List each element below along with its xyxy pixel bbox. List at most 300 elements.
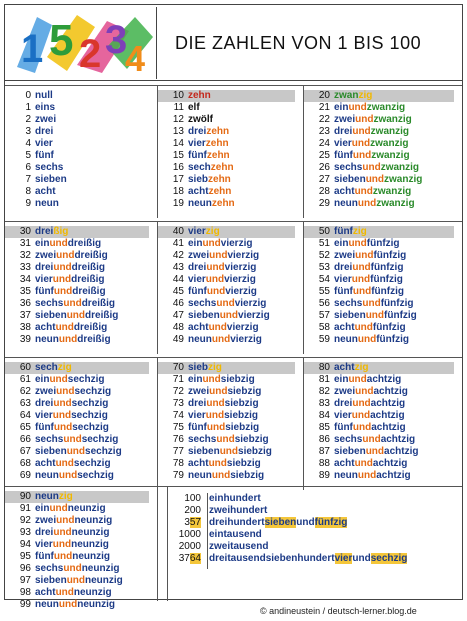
number-digit: 95 [19, 551, 31, 562]
number-digit: 65 [19, 422, 31, 433]
number-digit: 24 [318, 138, 330, 149]
number-digit: 72 [172, 386, 184, 397]
number-digit: 50 [318, 226, 330, 237]
logo-glyph-2: 5 [49, 16, 74, 65]
number-word: eins [35, 102, 56, 113]
number-word: dreiundvierzig [188, 262, 257, 273]
number-row-65 [5, 422, 157, 434]
number-row-39 [5, 334, 157, 346]
number-digit: 47 [172, 310, 184, 321]
number-digit: 82 [318, 386, 330, 397]
number-row-24 [304, 138, 462, 150]
number-word: fünfunddreißig [35, 286, 106, 297]
number-digit: 63 [19, 398, 31, 409]
number-digit: 97 [19, 575, 31, 586]
number-word: neununddreißig [35, 334, 111, 345]
number-row-40 [158, 226, 295, 238]
number-word: einundsechzig [35, 374, 105, 385]
number-row-96 [5, 563, 157, 575]
number-row-92 [5, 515, 157, 527]
number-digit: 46 [172, 298, 184, 309]
number-word: sechsundsechzig [35, 434, 119, 445]
number-row-41 [158, 238, 303, 250]
number-word: zwei [35, 114, 57, 125]
number-row-81 [304, 374, 462, 386]
number-row-68 [5, 458, 157, 470]
number-digit: 73 [172, 398, 184, 409]
number-word: vierundzwanzig [334, 138, 409, 149]
logo-glyph-1: 1 [21, 27, 44, 71]
number-digit: 71 [172, 374, 184, 385]
number-word: einundneunzig [35, 503, 106, 514]
number-digit: 9 [25, 198, 31, 209]
number-digit: 1000 [178, 529, 201, 540]
number-word: siebenundzwanzig [334, 174, 423, 185]
number-row-67 [5, 446, 157, 458]
large-number-row [173, 541, 459, 553]
number-row-32 [5, 250, 157, 262]
number-word: siebenundsiebzig [188, 446, 272, 457]
number-digit: 13 [172, 126, 184, 137]
number-digit: 99 [19, 599, 31, 610]
number-word: achtundfünfzig [334, 322, 406, 333]
number-digit: 53 [318, 262, 330, 273]
number-row-53 [304, 262, 462, 274]
number-word: einundzwanzig [334, 102, 406, 113]
number-row-80 [304, 362, 454, 374]
number-row-27 [304, 174, 462, 186]
number-row-55 [304, 286, 462, 298]
number-row-75 [158, 422, 303, 434]
number-word: sechsundvierzig [188, 298, 267, 309]
number-word: vierundfünfzig [334, 274, 403, 285]
number-word: siebenunddreißig [35, 310, 119, 321]
number-word: sechs [35, 162, 64, 173]
number-row-46 [158, 298, 303, 310]
number-row-93 [5, 527, 157, 539]
tens-block [5, 358, 158, 490]
number-word: neunzehn [188, 198, 235, 209]
number-row-44 [158, 274, 303, 286]
number-word: neunundfünfzig [334, 334, 409, 345]
number-row-45 [158, 286, 303, 298]
number-digit: 88 [318, 458, 330, 469]
number-word: zweiundachtzig [334, 386, 408, 397]
number-row-78 [158, 458, 303, 470]
number-word: fünfundachtzig [334, 422, 406, 433]
number-word: eintausend [209, 529, 262, 540]
number-digit: 61 [19, 374, 31, 385]
number-digit: 2000 [178, 541, 201, 552]
number-word: siebenundfünfzig [334, 310, 417, 321]
number-word: fünf [35, 150, 54, 161]
number-digit: 68 [19, 458, 31, 469]
number-row-28 [304, 186, 462, 198]
number-digit: 41 [172, 238, 184, 249]
number-word: fünfundfünfzig [334, 286, 404, 297]
number-word: vierundneunzig [35, 539, 109, 550]
number-word: acht [35, 186, 56, 197]
number-digit: 90 [19, 491, 31, 502]
number-digit: 19 [172, 198, 184, 209]
number-row-88 [304, 458, 462, 470]
number-digit: 14 [172, 138, 184, 149]
large-number-row [173, 493, 459, 505]
number-row-62 [5, 386, 157, 398]
number-digit: 1 [25, 102, 31, 113]
block-row [5, 85, 462, 218]
number-row-47 [158, 310, 303, 322]
number-word: sechsundachtzig [334, 434, 416, 445]
number-digit: 59 [318, 334, 330, 345]
number-row-20 [304, 90, 454, 102]
number-digit: 26 [318, 162, 330, 173]
number-word: siebenundsechzig [35, 446, 122, 457]
number-row-15 [158, 150, 303, 162]
number-digit: 21 [318, 102, 330, 113]
number-row-17 [158, 174, 303, 186]
number-word: einunddreißig [35, 238, 102, 249]
number-row-35 [5, 286, 157, 298]
number-row-26 [304, 162, 462, 174]
number-word: fünfzig [334, 226, 367, 237]
number-row-21 [304, 102, 462, 114]
number-row-19 [158, 198, 303, 210]
number-digit: 54 [318, 274, 330, 285]
divider [167, 487, 168, 601]
number-row-10 [158, 90, 295, 102]
number-row-85 [304, 422, 462, 434]
number-word: elf [188, 102, 200, 113]
number-digit: 69 [19, 470, 31, 481]
number-row-38 [5, 322, 157, 334]
number-word: zweitausend [209, 541, 269, 552]
number-word: dreitausendsiebenhundertvierundsechzig [209, 553, 408, 564]
number-digit: 200 [184, 505, 201, 516]
number-row-83 [304, 398, 462, 410]
tens-block [304, 222, 462, 354]
number-word: zweiundneunzig [35, 515, 113, 526]
number-digit: 60 [19, 362, 31, 373]
bottom-row [5, 486, 462, 610]
number-digit: 42 [172, 250, 184, 261]
number-word: sechsundzwanzig [334, 162, 420, 173]
number-digit: 34 [19, 274, 31, 285]
number-row-8 [5, 186, 157, 198]
number-digit: 79 [172, 470, 184, 481]
number-row-57 [304, 310, 462, 322]
number-row-56 [304, 298, 462, 310]
number-digit: 25 [318, 150, 330, 161]
tens-block [304, 86, 462, 218]
number-digit: 49 [172, 334, 184, 345]
number-digit: 7 [25, 174, 31, 185]
tens-block [304, 358, 462, 490]
number-row-23 [304, 126, 462, 138]
number-word: neunundachtzig [334, 470, 411, 481]
number-word: fünfundneunzig [35, 551, 110, 562]
number-word: dreiundsiebzig [188, 398, 259, 409]
number-row-43 [158, 262, 303, 274]
header [5, 5, 462, 81]
number-row-30 [5, 226, 149, 238]
number-row-48 [158, 322, 303, 334]
number-word: vierunddreißig [35, 274, 105, 285]
number-word: zweiundzwanzig [334, 114, 412, 125]
number-row-50 [304, 226, 454, 238]
number-row-79 [158, 470, 303, 482]
number-digit: 8 [25, 186, 31, 197]
number-digit: 43 [172, 262, 184, 273]
number-word: fünfundsechzig [35, 422, 109, 433]
number-digit: 81 [318, 374, 330, 385]
number-word: zweiunddreißig [35, 250, 108, 261]
numbers-logo-art [7, 7, 155, 77]
number-word: siebzig [188, 362, 222, 373]
number-row-13 [158, 126, 303, 138]
number-row-49 [158, 334, 303, 346]
number-digit: 80 [318, 362, 330, 373]
number-row-86 [304, 434, 462, 446]
tens-block [158, 222, 304, 354]
number-row-77 [158, 446, 303, 458]
number-digit: 3 [25, 126, 31, 137]
number-row-59 [304, 334, 462, 346]
logo-glyph-3: 2 [79, 32, 102, 76]
number-row-90 [5, 491, 149, 503]
large-number-row [173, 529, 459, 541]
number-word: sechsundfünfzig [334, 298, 414, 309]
number-row-99 [5, 599, 157, 611]
number-word: null [35, 90, 53, 101]
number-digit: 96 [19, 563, 31, 574]
number-row-84 [304, 410, 462, 422]
number-word: neunzig [35, 491, 73, 502]
number-row-60 [5, 362, 149, 374]
number-digit: 23 [318, 126, 330, 137]
number-digit: 20 [318, 90, 330, 101]
number-digit: 57 [318, 310, 330, 321]
number-row-89 [304, 470, 462, 482]
number-digit: 91 [19, 503, 31, 514]
number-row-7 [5, 174, 157, 186]
number-digit: 0 [25, 90, 31, 101]
number-row-12 [158, 114, 303, 126]
number-digit: 62 [19, 386, 31, 397]
number-row-1 [5, 102, 157, 114]
number-digit: 70 [172, 362, 184, 373]
number-row-76 [158, 434, 303, 446]
large-number-row [173, 505, 459, 517]
number-row-33 [5, 262, 157, 274]
number-word: dreiundfünfzig [334, 262, 404, 273]
number-row-9 [5, 198, 157, 210]
number-word: dreizehn [188, 126, 230, 137]
number-word: zweiundfünfzig [334, 250, 407, 261]
number-row-37 [5, 310, 157, 322]
number-word: vierundvierzig [188, 274, 256, 285]
number-row-18 [158, 186, 303, 198]
number-word: zehn [188, 90, 211, 101]
number-word: dreiundzwanzig [334, 126, 410, 137]
number-row-87 [304, 446, 462, 458]
number-digit: 28 [318, 186, 330, 197]
number-digit: 55 [318, 286, 330, 297]
number-word: neunundsechzig [35, 470, 114, 481]
number-row-82 [304, 386, 462, 398]
number-row-97 [5, 575, 157, 587]
tens-block [5, 222, 158, 354]
worksheet [4, 4, 463, 610]
number-word: neunundsiebzig [188, 470, 265, 481]
number-digit: 15 [172, 150, 184, 161]
numbers-logo [7, 7, 157, 79]
number-word: zwölf [188, 114, 213, 125]
number-row-98 [5, 587, 157, 599]
block-row [5, 357, 462, 490]
number-word: dreiundachtzig [334, 398, 406, 409]
hundreds-list [173, 493, 459, 573]
number-row-70 [158, 362, 295, 374]
number-row-91 [5, 503, 157, 515]
number-row-29 [304, 198, 462, 210]
number-digit: 17 [172, 174, 184, 185]
number-digit: 10 [172, 90, 184, 101]
number-digit: 357 [184, 517, 201, 528]
number-word: sieben [35, 174, 67, 185]
number-row-5 [5, 150, 157, 162]
number-word: fünfundsiebzig [188, 422, 260, 433]
number-word: dreiundneunzig [35, 527, 110, 538]
number-digit: 58 [318, 322, 330, 333]
number-digit: 39 [19, 334, 31, 345]
number-row-52 [304, 250, 462, 262]
number-digit: 12 [172, 114, 184, 125]
number-row-11 [158, 102, 303, 114]
number-word: dreiundsechzig [35, 398, 109, 409]
number-word: vierzig [188, 226, 220, 237]
number-word: zweihundert [209, 505, 268, 516]
number-word: achtundsechzig [35, 458, 111, 469]
footer-credit: © andineustein / deutsch-lerner.blog.de [260, 606, 417, 616]
number-word: einundfünfzig [334, 238, 400, 249]
tens-block [5, 487, 158, 610]
number-row-54 [304, 274, 462, 286]
number-row-63 [5, 398, 157, 410]
logo-glyph-5: 4 [125, 38, 146, 77]
number-digit: 74 [172, 410, 184, 421]
number-word: achtundvierzig [188, 322, 259, 333]
number-row-74 [158, 410, 303, 422]
number-word: achtundachtzig [334, 458, 408, 469]
number-word: achtundzwanzig [334, 186, 412, 197]
number-row-31 [5, 238, 157, 250]
number-digit: 48 [172, 322, 184, 333]
number-digit: 98 [19, 587, 31, 598]
number-digit: 38 [19, 322, 31, 333]
number-word: vierundachtzig [334, 410, 405, 421]
number-digit: 45 [172, 286, 184, 297]
number-row-69 [5, 470, 157, 482]
number-digit: 35 [19, 286, 31, 297]
number-row-51 [304, 238, 462, 250]
number-word: sechsundneunzig [35, 563, 120, 574]
number-digit: 37 [19, 310, 31, 321]
number-digit: 6 [25, 162, 31, 173]
tens-block [5, 86, 158, 218]
number-digit: 83 [318, 398, 330, 409]
number-word: achtzehn [188, 186, 232, 197]
number-digit: 5 [25, 150, 31, 161]
number-word: sechsundsiebzig [188, 434, 269, 445]
number-word: vier [35, 138, 53, 149]
number-word: vierzehn [188, 138, 229, 149]
number-word: neunundvierzig [188, 334, 262, 345]
number-digit: 11 [173, 102, 184, 113]
number-digit: 85 [318, 422, 330, 433]
number-digit: 92 [19, 515, 31, 526]
number-digit: 56 [318, 298, 330, 309]
number-row-4 [5, 138, 157, 150]
number-digit: 27 [318, 174, 330, 185]
number-row-0 [5, 90, 157, 102]
number-digit: 78 [172, 458, 184, 469]
large-number-row [173, 553, 459, 565]
number-digit: 30 [19, 226, 31, 237]
number-row-72 [158, 386, 303, 398]
logo-glyph-4: 3 [105, 18, 128, 62]
number-digit: 76 [172, 434, 184, 445]
number-digit: 67 [19, 446, 31, 457]
number-word: sechzig [35, 362, 72, 373]
number-word: fünfzehn [188, 150, 230, 161]
number-row-2 [5, 114, 157, 126]
number-digit: 40 [172, 226, 184, 237]
number-row-36 [5, 298, 157, 310]
number-digit: 4 [25, 138, 31, 149]
number-digit: 36 [19, 298, 31, 309]
number-word: drei [35, 126, 54, 137]
number-word: einundsiebzig [188, 374, 255, 385]
number-digit: 32 [19, 250, 31, 261]
number-row-71 [158, 374, 303, 386]
number-word: neunundneunzig [35, 599, 115, 610]
number-row-42 [158, 250, 303, 262]
number-word: sechzehn [188, 162, 234, 173]
number-digit: 100 [184, 493, 201, 504]
number-row-6 [5, 162, 157, 174]
number-digit: 22 [318, 114, 330, 125]
number-word: zweiundvierzig [188, 250, 260, 261]
number-row-34 [5, 274, 157, 286]
number-word: achtunddreißig [35, 322, 108, 333]
number-word: siebzehn [188, 174, 231, 185]
number-digit: 66 [19, 434, 31, 445]
number-row-94 [5, 539, 157, 551]
number-row-58 [304, 322, 462, 334]
number-word: zweiundsiebzig [188, 386, 262, 397]
number-digit: 3764 [178, 553, 201, 564]
number-word: sechsunddreißig [35, 298, 116, 309]
large-number-row [173, 517, 459, 529]
number-word: zwanzig [334, 90, 373, 101]
number-digit: 44 [172, 274, 184, 285]
number-row-73 [158, 398, 303, 410]
number-word: zweiundsechzig [35, 386, 112, 397]
number-word: siebenundneunzig [35, 575, 123, 586]
tens-block [158, 86, 304, 218]
block-row [5, 221, 462, 354]
